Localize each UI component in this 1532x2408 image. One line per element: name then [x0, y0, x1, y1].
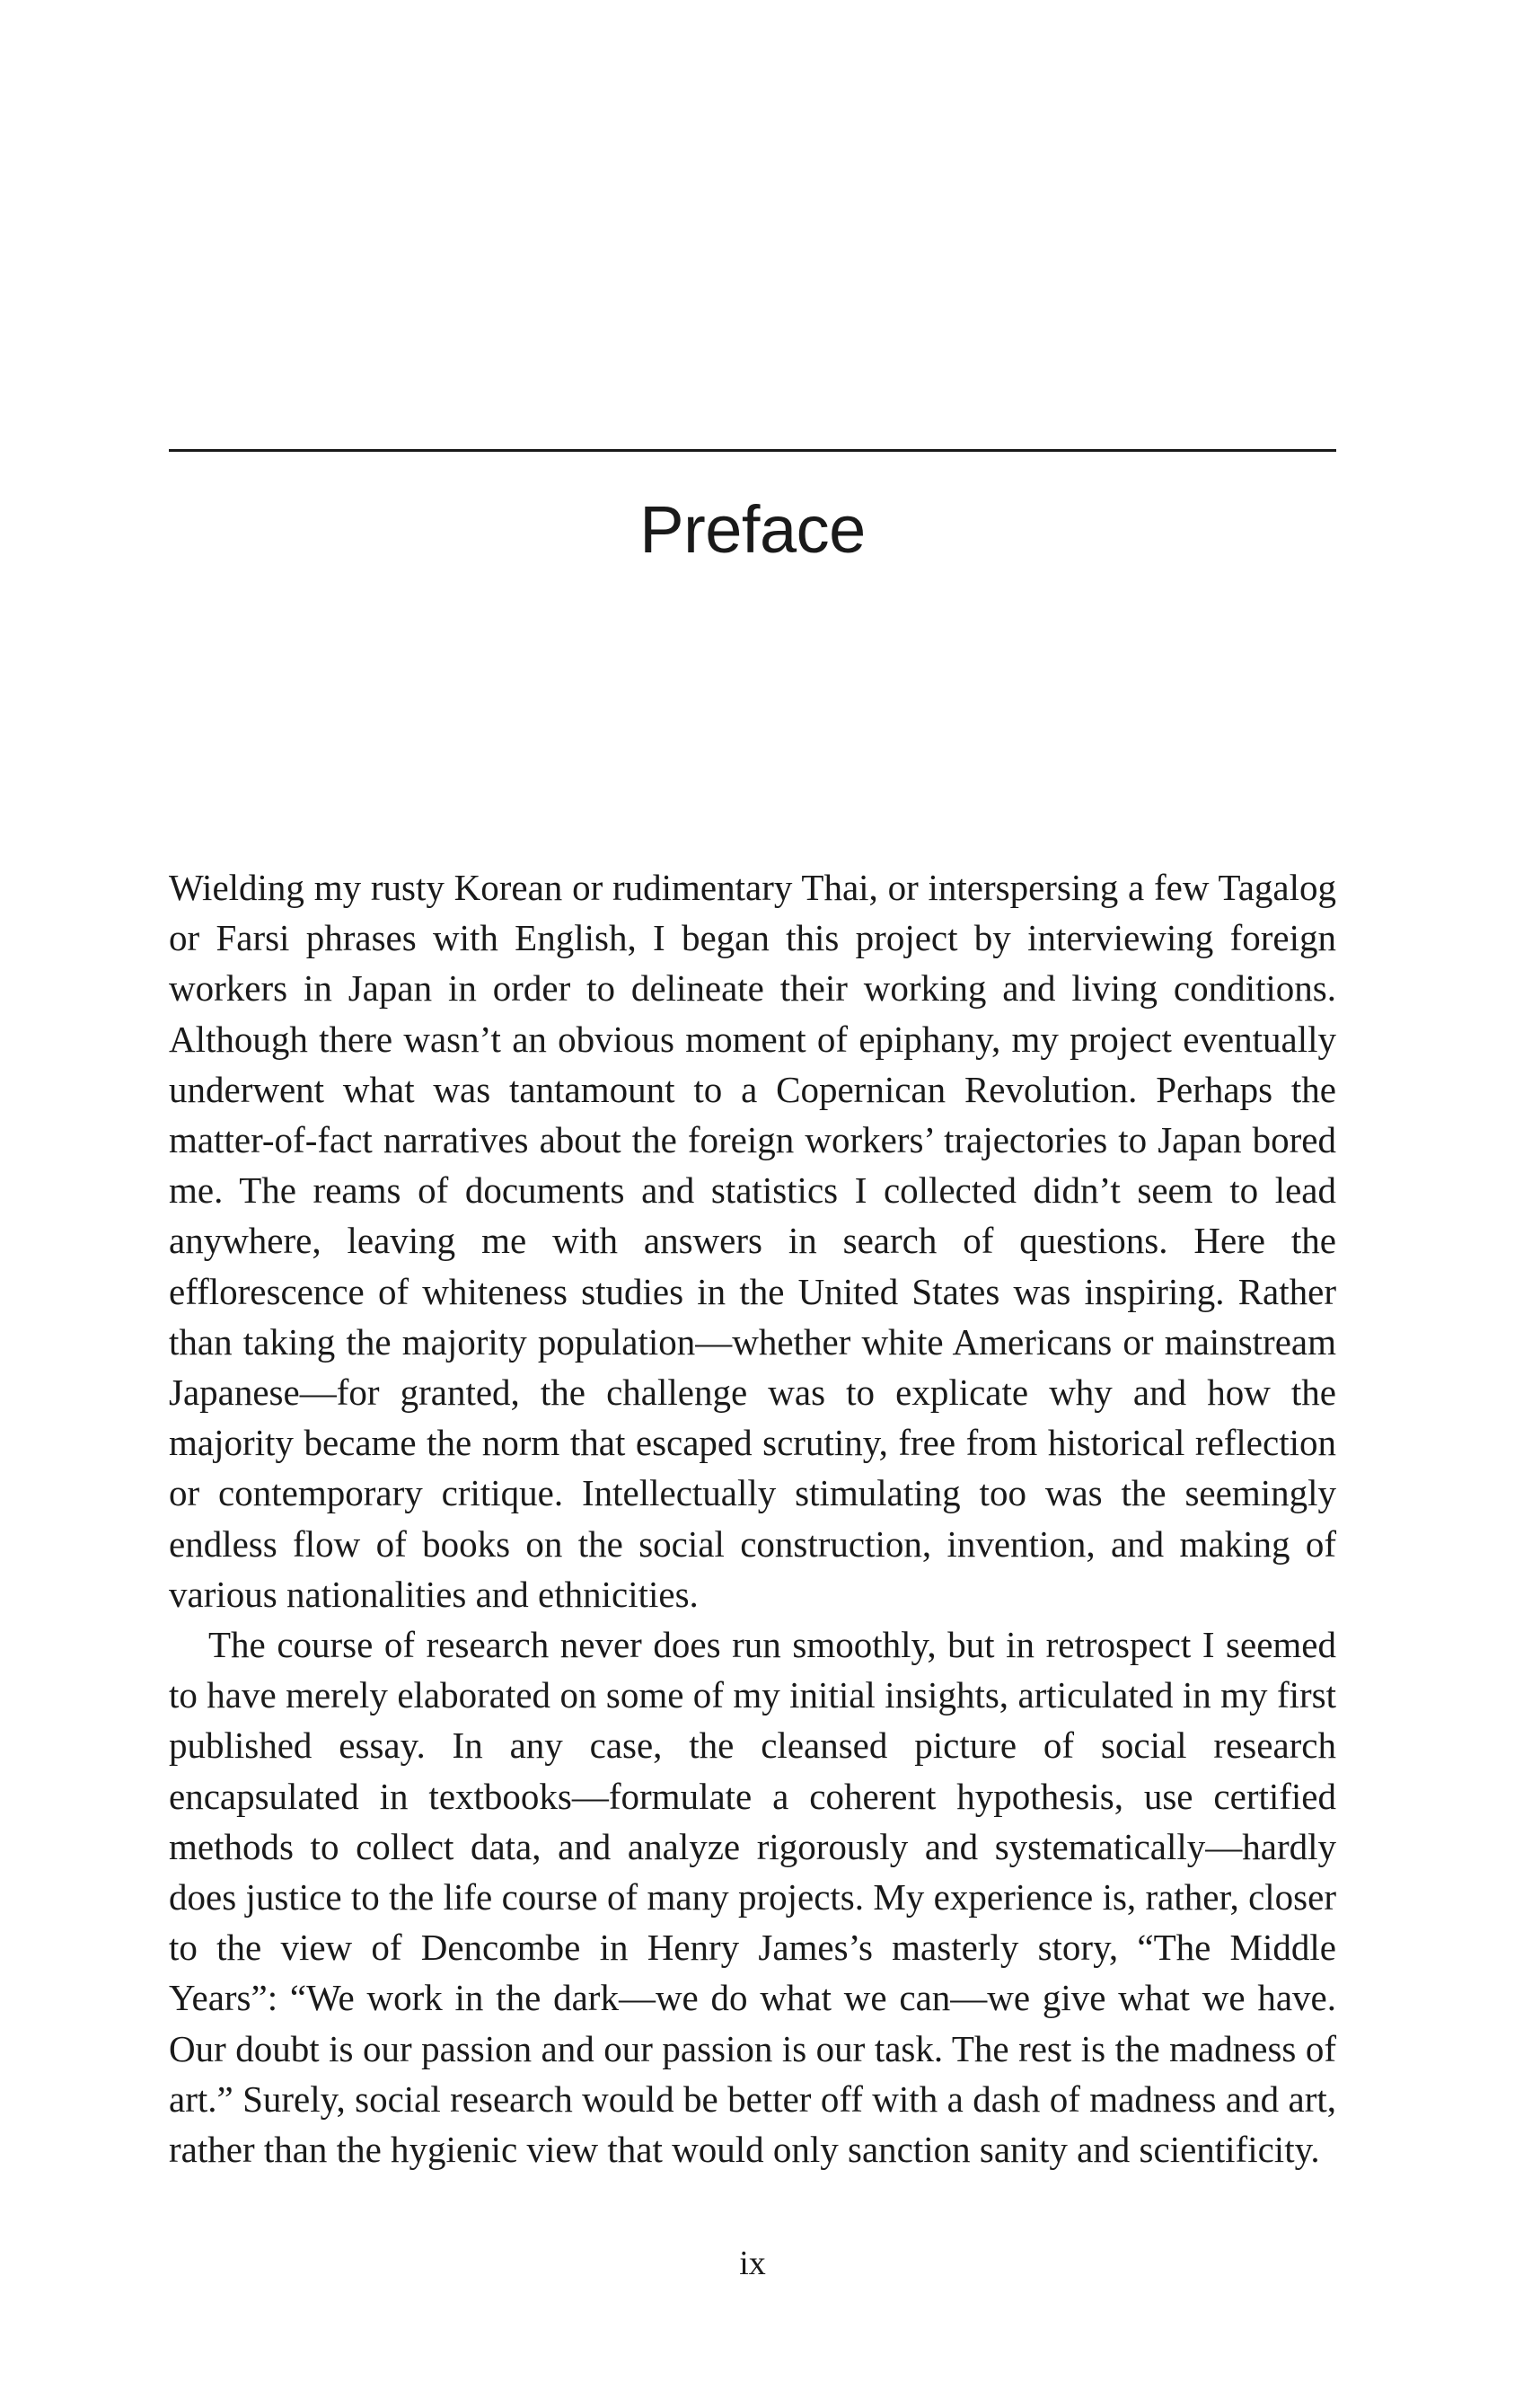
page-number: ix: [739, 2245, 766, 2282]
paragraph-2: The course of research never does run smoothly, but in retrospect I seemed to have merely elaborated on some of my initial insights, articulated in my first published essay. In any case, the cleansed picture of social research encapsulated in textbooks—formulate a coherent hypothesis, use certified methods to collect data, and analyze rigorously and systematically—hardly does justice to the life course of many projects. My experience is, rather, closer to the view of Dencombe in Henry James’s masterly story, “The Middle Years”: “We work in the dark—we do what we can—we give what we have. Our doubt is our passion and our passion is our task. The rest is the madness of art.” Surely, social research would be better off with a dash of madness and art, rather than the hygienic view that would only sanction sanity and scientificity.: [169, 1624, 1336, 2171]
chapter-rule: [169, 449, 1336, 452]
body-text: [169, 862, 1336, 2174]
chapter-title: Preface: [639, 492, 866, 567]
paragraph-1: Wielding my rusty Korean or rudimentary Thai, or interspersing a few Tagalog or Farsi phrases with English, I began this project by interviewing foreign workers in Japan in order to delineate their working and living conditions. Although there wasn’t an obvious moment of epiphany, my project eventually underwent what was tantamount to a Copernican Revolution. Perhaps the matter-of-fact narratives about the foreign workers’ trajectories to Japan bored me. The reams of documents and statistics I collected didn’t seem to lead anywhere, leaving me with answers in search of questions. Here the efflorescence of whiteness studies in the United States was inspiring. Rather than taking the majority population—whether white Americans or mainstream Japanese—for granted, the challenge was to explicate why and how the majority became the norm that escaped scrutiny, free from historical reflection or contemporary critique. Intellectually stimulating too was the seemingly endless flow of books on the social construction, invention, and making of various nationalities and ethnicities.: [169, 867, 1336, 1615]
